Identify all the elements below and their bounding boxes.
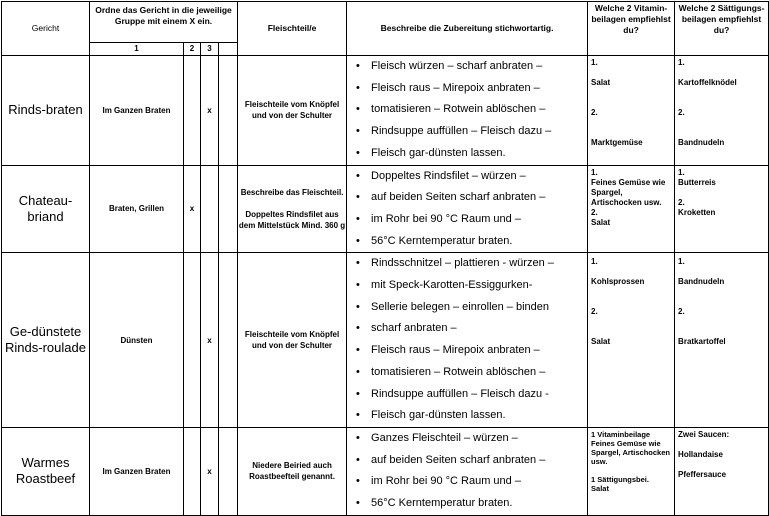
group-mark: x xyxy=(201,56,219,166)
header-vitamin: Welche 2 Vitamin-beilagen empfiehlst du? xyxy=(588,2,675,56)
dish-name: Warmes Roastbeef xyxy=(2,427,90,515)
meat-cut: Niedere Beiried auch Roastbeefteil genannt. xyxy=(238,427,347,515)
saturation-sides xyxy=(675,56,769,166)
group-mark: x xyxy=(184,165,201,253)
step-item: • mit Speck-Karotten-Essiggurken- xyxy=(371,275,587,297)
group-mark xyxy=(219,165,238,253)
vitamin-sides xyxy=(588,253,675,428)
saturation-sides xyxy=(675,165,769,253)
vitamin-sides xyxy=(588,56,675,166)
saturation-sides-text: 1. Bandnudeln 2. Bratkartoffel xyxy=(678,257,726,347)
saturation-sides xyxy=(675,427,769,515)
meat-cut: Fleischteile vom Knöpfel und von der Schulter xyxy=(238,56,347,166)
saturation-sides-text: 1. Butterreis 2. Kroketten xyxy=(678,167,716,217)
table-row xyxy=(2,253,769,428)
step-item: • 56°C Kerntemperatur braten. xyxy=(371,231,587,253)
dish-name: Rinds-braten xyxy=(2,56,90,166)
group-mark xyxy=(219,427,238,515)
step-item: • scharf anbraten – xyxy=(371,318,587,340)
header-saturation: Welche 2 Sättigungs-beilagen empfiehlst du? xyxy=(675,2,769,56)
cooking-method: Dünsten xyxy=(90,253,184,428)
dish-name: Chateau-briand xyxy=(2,165,90,253)
step-item: • auf beiden Seiten scharf anbraten – xyxy=(371,187,587,209)
preparation-steps xyxy=(347,253,588,428)
group-number-1: 1 xyxy=(90,43,184,56)
step-item: • Fleisch raus – Mirepoix anbraten – xyxy=(371,340,587,362)
header-group: Ordne das Gericht in die jeweilige Gruppe mit einem X ein. xyxy=(90,2,238,43)
saturation-sides xyxy=(675,253,769,428)
group-mark xyxy=(219,56,238,166)
step-item: • Rindsuppe auffüllen – Fleisch dazu - xyxy=(371,384,587,406)
cooking-method: Im Ganzen Braten xyxy=(90,427,184,515)
cooking-method: Im Ganzen Braten xyxy=(90,56,184,166)
header-prep: Beschreibe die Zubereitung stichwortartig. xyxy=(347,2,588,56)
step-item: • 56°C Kerntemperatur braten. xyxy=(371,493,587,515)
step-item: • im Rohr bei 90 °C Raum und – xyxy=(371,209,587,231)
table-row xyxy=(2,427,769,515)
group-mark xyxy=(219,253,238,428)
step-item: • Ganzes Fleischteil – würzen – xyxy=(371,428,587,450)
header-meat: Fleischteil/e xyxy=(238,2,347,56)
dish-name: Ge-dünstete Rinds-roulade xyxy=(2,253,90,428)
cooking-method: Braten, Grillen xyxy=(90,165,184,253)
step-item: • Fleisch gar-dünsten lassen. xyxy=(371,405,587,427)
step-item: • tomatisieren – Rotwein ablöschen – xyxy=(371,99,587,121)
step-item: • Fleisch würzen – scharf anbraten – xyxy=(371,56,587,78)
header-dish: Gericht xyxy=(2,2,90,56)
step-item: • auf beiden Seiten scharf anbraten – xyxy=(371,450,587,472)
vitamin-sides xyxy=(588,165,675,253)
recipe-table xyxy=(1,1,769,516)
step-item: • Fleisch raus – Mirepoix anbraten – xyxy=(371,78,587,100)
step-item: • Rindsschnitzel – plattieren - würzen – xyxy=(371,253,587,275)
table-row xyxy=(2,56,769,166)
step-item: • Rindsuppe auffüllen – Fleisch dazu – xyxy=(371,121,587,143)
vitamin-sides-text: 1 Vitaminbeilage Feines Gemüse wie Spargel, Artischocken usw. 1 Sättigungsbei. Salat xyxy=(591,429,670,493)
preparation-steps xyxy=(347,427,588,515)
meat-cut: Fleischteile vom Knöpfel und von der Schulter xyxy=(238,253,347,428)
step-item: • Fleisch gar-dünsten lassen. xyxy=(371,143,587,165)
group-mark: x xyxy=(201,427,219,515)
table-row xyxy=(2,165,769,253)
vitamin-sides xyxy=(588,427,675,515)
vitamin-sides-text: 1. Salat 2. Marktgemüse xyxy=(591,58,643,147)
group-mark xyxy=(184,56,201,166)
vitamin-sides-text: 1. Feines Gemüse wie Spargel, Artischocken usw. 2. Salat xyxy=(591,167,666,227)
preparation-steps xyxy=(347,56,588,166)
group-mark xyxy=(184,427,201,515)
meat-cut: Beschreibe das Fleischteil. Doppeltes Rindsfilet aus dem Mittelstück Mind. 360 g xyxy=(238,165,347,253)
group-number-3: 3 xyxy=(201,43,219,56)
group-number-2: 2 xyxy=(184,43,201,56)
step-item: • tomatisieren – Rotwein ablöschen – xyxy=(371,362,587,384)
preparation-steps xyxy=(347,165,588,253)
vitamin-sides-text: 1. Kohlsprossen 2. Salat xyxy=(591,257,645,347)
group-mark: x xyxy=(201,253,219,428)
step-item: • Sellerie belegen – einrollen – binden xyxy=(371,297,587,319)
saturation-sides-text: 1. Kartoffelknödel 2. Bandnudeln xyxy=(678,58,737,147)
step-item: • Doppeltes Rindsfilet – würzen – xyxy=(371,166,587,188)
saturation-sides-text: Zwei Saucen: Hollandaise Pfeffersauce xyxy=(678,429,730,479)
group-mark xyxy=(184,253,201,428)
header-row xyxy=(2,2,769,43)
group-mark xyxy=(201,165,219,253)
step-item: • im Rohr bei 90 °C Raum und – xyxy=(371,471,587,493)
